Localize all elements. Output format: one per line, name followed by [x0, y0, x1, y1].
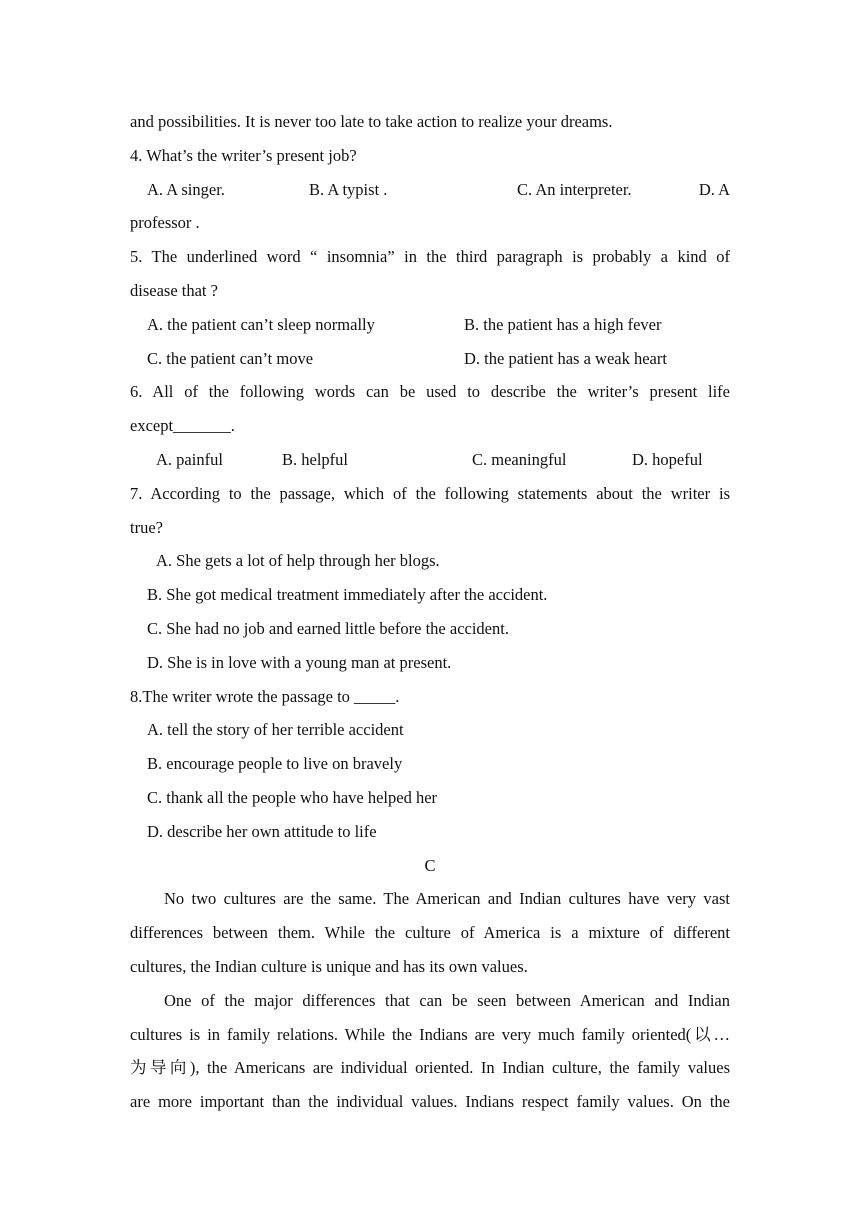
paragraph-2-line: are more important than the individual values. Indians respect family values. On the — [130, 1092, 730, 1112]
question-7-option-d: D. She is in love with a young man at present. — [147, 652, 452, 672]
question-7-continued: true? — [130, 517, 163, 537]
question-6-option-c: C. meaningful — [472, 449, 567, 469]
question-6-options — [130, 443, 730, 477]
question-4-option-b: B. A typist . — [309, 179, 388, 199]
question-4-option-a: A. A singer. — [147, 179, 225, 199]
question-5-option-b: B. the patient has a high fever — [464, 314, 662, 334]
question-5-options-row-1 — [130, 308, 730, 342]
question-7-option-c: C. She had no job and earned little before the accident. — [147, 618, 509, 638]
question-4: 4. What’s the writer’s present job? — [130, 145, 357, 165]
passage-line: and possibilities. It is never too late to take action to realize your dreams. — [130, 112, 613, 131]
question-6: 6. All of the following words can be used to describe the writer’s present life — [130, 382, 730, 402]
section-heading: C — [424, 855, 436, 875]
question-7: 7. According to the passage, which of the following statements about the writer is — [130, 483, 730, 503]
document-page — [130, 105, 730, 1119]
question-7-option-b: B. She got medical treatment immediately after the accident. — [147, 585, 548, 605]
question-8: 8.The writer wrote the passage to _____. — [130, 686, 400, 706]
paragraph-1-line: No two cultures are the same. The American and Indian cultures have very vast — [164, 889, 730, 909]
question-4-option-d-continued: professor . — [130, 213, 200, 233]
question-8-option-d: D. describe her own attitude to life — [147, 821, 377, 841]
question-6-option-d: D. hopeful — [632, 449, 703, 469]
question-5-option-a: A. the patient can’t sleep normally — [147, 314, 375, 334]
paragraph-2-line: One of the major differences that can be seen between American and Indian — [164, 990, 730, 1010]
question-8-option-b: B. encourage people to live on bravely — [147, 754, 403, 774]
question-5-option-d: D. the patient has a weak heart — [464, 348, 667, 368]
question-6-continued: except_______. — [130, 416, 235, 436]
question-8-option-c: C. thank all the people who have helped her — [147, 787, 438, 807]
paragraph-1-line: differences between them. While the culture of America is a mixture of different — [130, 923, 730, 943]
paragraph-1-line: cultures, the Indian culture is unique and has its own values. — [130, 956, 528, 976]
paragraph-2-line: 为导向), the Americans are individual oriented. In Indian culture, the family values — [130, 1058, 730, 1078]
question-4-option-c: C. An interpreter. — [517, 179, 632, 199]
question-7-option-a: A. She gets a lot of help through her blogs. — [156, 551, 440, 571]
question-6-option-b: B. helpful — [282, 449, 348, 469]
question-4-option-d: D. A — [698, 179, 730, 199]
question-5-option-c: C. the patient can’t move — [147, 348, 314, 368]
question-5-continued: disease that ? — [130, 280, 218, 300]
paragraph-2-line: cultures is in family relations. While the Indians are very much family oriented(以… — [130, 1024, 730, 1044]
question-4-options — [130, 173, 730, 207]
question-6-option-a: A. painful — [156, 449, 223, 469]
question-5-options-row-2 — [130, 342, 730, 376]
question-5: 5. The underlined word “ insomnia” in the third paragraph is probably a kind of — [130, 247, 730, 267]
question-8-option-a: A. tell the story of her terrible accident — [147, 720, 404, 740]
